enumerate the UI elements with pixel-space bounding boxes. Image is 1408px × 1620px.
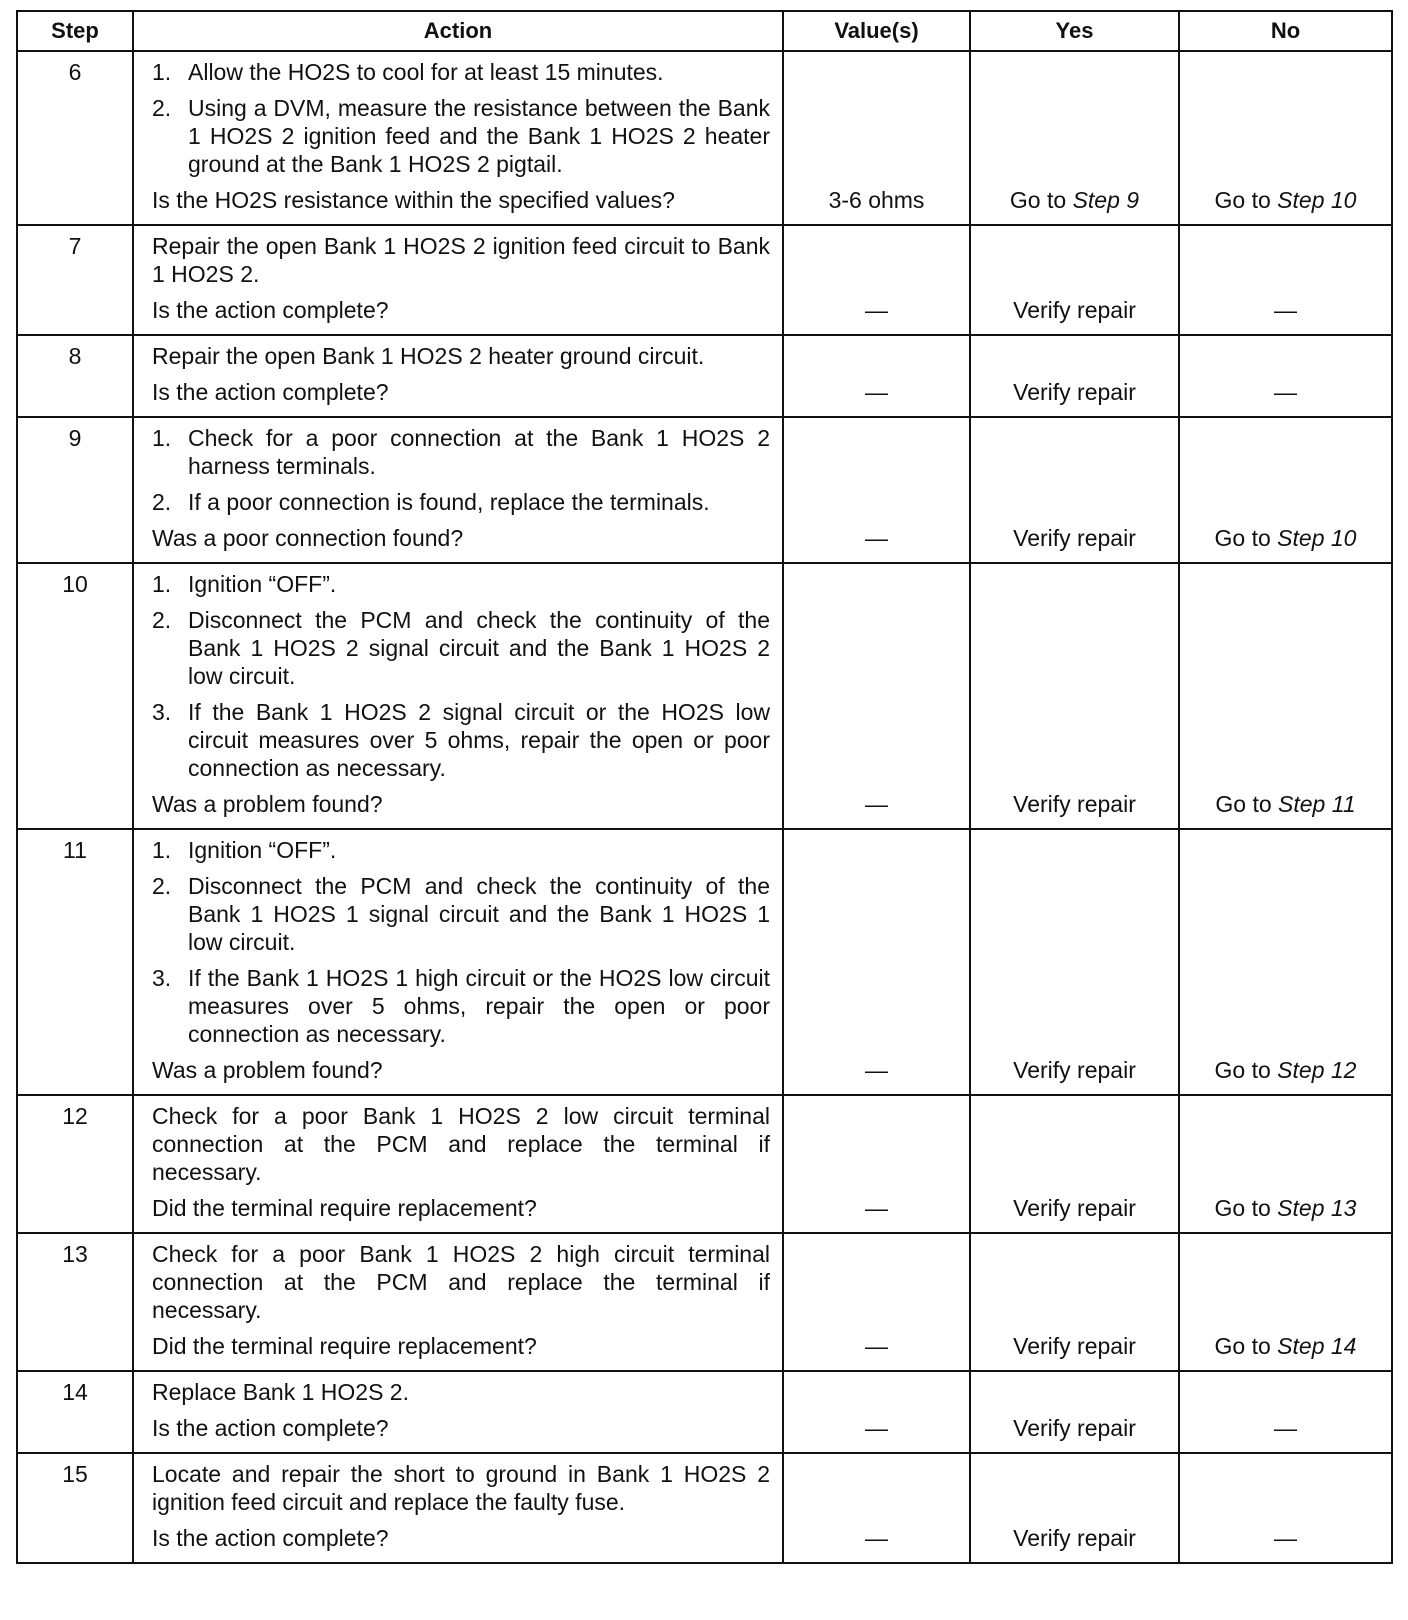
step-number: 7 [17, 225, 133, 335]
value-cell: — [783, 1095, 970, 1233]
yes-cell: Verify repair [970, 563, 1179, 829]
action-item-number: 2. [152, 489, 172, 515]
action-item-text: Disconnect the PCM and check the continuity of the Bank 1 HO2S 1 signal circuit and the Bank 1 HO2S 1 low circuit. [188, 873, 770, 955]
no-cell: — [1179, 1453, 1392, 1563]
action-question: Is the action complete? [152, 297, 389, 323]
no-cell: Go to Step 11 [1179, 563, 1392, 829]
no-cell: — [1179, 335, 1392, 417]
action-item-number: 2. [152, 95, 172, 121]
header-row [17, 11, 1392, 51]
action-question: Was a problem found? [152, 1057, 383, 1083]
table-header [17, 11, 1392, 51]
action-list-item [152, 964, 770, 1048]
step-number: 9 [17, 417, 133, 563]
action-list-item [152, 488, 770, 516]
action-item-number: 1. [152, 59, 172, 85]
action-cell [133, 829, 783, 1095]
header-values: Value(s) [783, 11, 970, 51]
header-no: No [1179, 11, 1392, 51]
step-number: 11 [17, 829, 133, 1095]
yes-cell: Verify repair [970, 1371, 1179, 1453]
step-number: 15 [17, 1453, 133, 1563]
yes-cell: Verify repair [970, 417, 1179, 563]
action-text: Repair the open Bank 1 HO2S 2 heater ground circuit. [152, 343, 705, 369]
table-row [17, 335, 1392, 417]
header-step: Step [17, 11, 133, 51]
header-action: Action [133, 11, 783, 51]
action-item-text: If the Bank 1 HO2S 1 high circuit or the HO2S low circuit measures over 5 ohms, repair the open or poor connection as necessary. [188, 965, 770, 1047]
action-item-text: Using a DVM, measure the resistance between the Bank 1 HO2S 2 ignition feed and the Bank 1 HO2S 2 heater ground at the Bank 1 HO2S 2 pigtail. [188, 95, 770, 177]
action-item-text: If a poor connection is found, replace the terminals. [188, 489, 710, 515]
action-cell [133, 1371, 783, 1453]
step-number: 13 [17, 1233, 133, 1371]
table-row [17, 1233, 1392, 1371]
no-cell: Go to Step 10 [1179, 417, 1392, 563]
table-row [17, 829, 1392, 1095]
action-question: Is the action complete? [152, 1415, 389, 1441]
value-cell: — [783, 829, 970, 1095]
yes-cell: Go to Step 9 [970, 51, 1179, 225]
action-item-text: Ignition “OFF”. [188, 837, 337, 863]
goto-step-ref: Step 10 [1277, 525, 1357, 551]
action-text: Locate and repair the short to ground in Bank 1 HO2S 2 ignition feed circuit and replace the faulty fuse. [152, 1461, 770, 1515]
value-cell: — [783, 417, 970, 563]
action-cell [133, 1095, 783, 1233]
value-cell: — [783, 1233, 970, 1371]
action-question: Did the terminal require replacement? [152, 1333, 537, 1359]
yes-cell: Verify repair [970, 225, 1179, 335]
action-cell [133, 335, 783, 417]
action-item-number: 1. [152, 425, 172, 451]
yes-cell: Verify repair [970, 829, 1179, 1095]
action-item-number: 2. [152, 873, 172, 899]
action-item-text: Check for a poor connection at the Bank 1 HO2S 2 harness terminals. [188, 425, 770, 479]
step-number: 10 [17, 563, 133, 829]
no-cell: — [1179, 1371, 1392, 1453]
action-item-text: Allow the HO2S to cool for at least 15 minutes. [188, 59, 664, 85]
action-question: Did the terminal require replacement? [152, 1195, 537, 1221]
table-row [17, 1095, 1392, 1233]
action-list-item [152, 872, 770, 956]
action-item-number: 1. [152, 837, 172, 863]
step-number: 8 [17, 335, 133, 417]
action-question: Was a problem found? [152, 791, 383, 817]
action-cell [133, 563, 783, 829]
action-list-item [152, 58, 770, 86]
action-cell [133, 51, 783, 225]
action-item-text: If the Bank 1 HO2S 2 signal circuit or the HO2S low circuit measures over 5 ohms, repair the open or poor connection as necessary. [188, 699, 770, 781]
no-cell: — [1179, 225, 1392, 335]
yes-cell: Verify repair [970, 1095, 1179, 1233]
value-cell: — [783, 335, 970, 417]
action-list-item [152, 606, 770, 690]
action-item-number: 3. [152, 965, 172, 991]
action-question: Is the action complete? [152, 379, 389, 405]
action-question: Was a poor connection found? [152, 525, 464, 551]
action-question: Is the action complete? [152, 1525, 389, 1551]
step-number: 14 [17, 1371, 133, 1453]
goto-step-ref: Step 10 [1277, 187, 1357, 213]
table-body [17, 51, 1392, 1563]
action-item-number: 2. [152, 607, 172, 633]
table-row [17, 51, 1392, 225]
action-list-item [152, 836, 770, 864]
value-cell: 3-6 ohms [783, 51, 970, 225]
action-list-item [152, 698, 770, 782]
action-text: Repair the open Bank 1 HO2S 2 ignition feed circuit to Bank 1 HO2S 2. [152, 233, 770, 287]
no-cell: Go to Step 10 [1179, 51, 1392, 225]
action-list-item [152, 424, 770, 480]
table-row [17, 417, 1392, 563]
table-row [17, 1371, 1392, 1453]
table-row [17, 1453, 1392, 1563]
action-cell [133, 225, 783, 335]
action-item-text: Ignition “OFF”. [188, 571, 337, 597]
table-row [17, 225, 1392, 335]
goto-step-ref: Step 14 [1277, 1333, 1357, 1359]
value-cell: — [783, 1371, 970, 1453]
no-cell: Go to Step 12 [1179, 829, 1392, 1095]
action-text: Replace Bank 1 HO2S 2. [152, 1379, 409, 1405]
action-item-text: Disconnect the PCM and check the continuity of the Bank 1 HO2S 2 signal circuit and the Bank 1 HO2S 2 low circuit. [188, 607, 770, 689]
action-list-item [152, 94, 770, 178]
yes-cell: Verify repair [970, 335, 1179, 417]
value-cell: — [783, 225, 970, 335]
goto-step-ref: Step 11 [1278, 791, 1356, 817]
goto-step-ref: Step 13 [1277, 1195, 1357, 1221]
value-cell: — [783, 563, 970, 829]
yes-cell: Verify repair [970, 1453, 1179, 1563]
action-cell [133, 417, 783, 563]
action-list-item [152, 570, 770, 598]
action-text: Check for a poor Bank 1 HO2S 2 low circuit terminal connection at the PCM and replace the terminal if necessary. [152, 1103, 770, 1185]
action-cell [133, 1233, 783, 1371]
action-item-number: 3. [152, 699, 172, 725]
yes-cell: Verify repair [970, 1233, 1179, 1371]
action-text: Check for a poor Bank 1 HO2S 2 high circuit terminal connection at the PCM and replace the terminal if necessary. [152, 1241, 770, 1323]
diagnostic-table [16, 10, 1393, 1564]
step-number: 6 [17, 51, 133, 225]
goto-step-ref: Step 9 [1072, 187, 1140, 213]
no-cell: Go to Step 14 [1179, 1233, 1392, 1371]
no-cell: Go to Step 13 [1179, 1095, 1392, 1233]
goto-step-ref: Step 12 [1277, 1057, 1357, 1083]
action-item-number: 1. [152, 571, 172, 597]
header-yes: Yes [970, 11, 1179, 51]
action-question: Is the HO2S resistance within the specified values? [152, 187, 675, 213]
step-number: 12 [17, 1095, 133, 1233]
action-cell [133, 1453, 783, 1563]
table-row [17, 563, 1392, 829]
value-cell: — [783, 1453, 970, 1563]
